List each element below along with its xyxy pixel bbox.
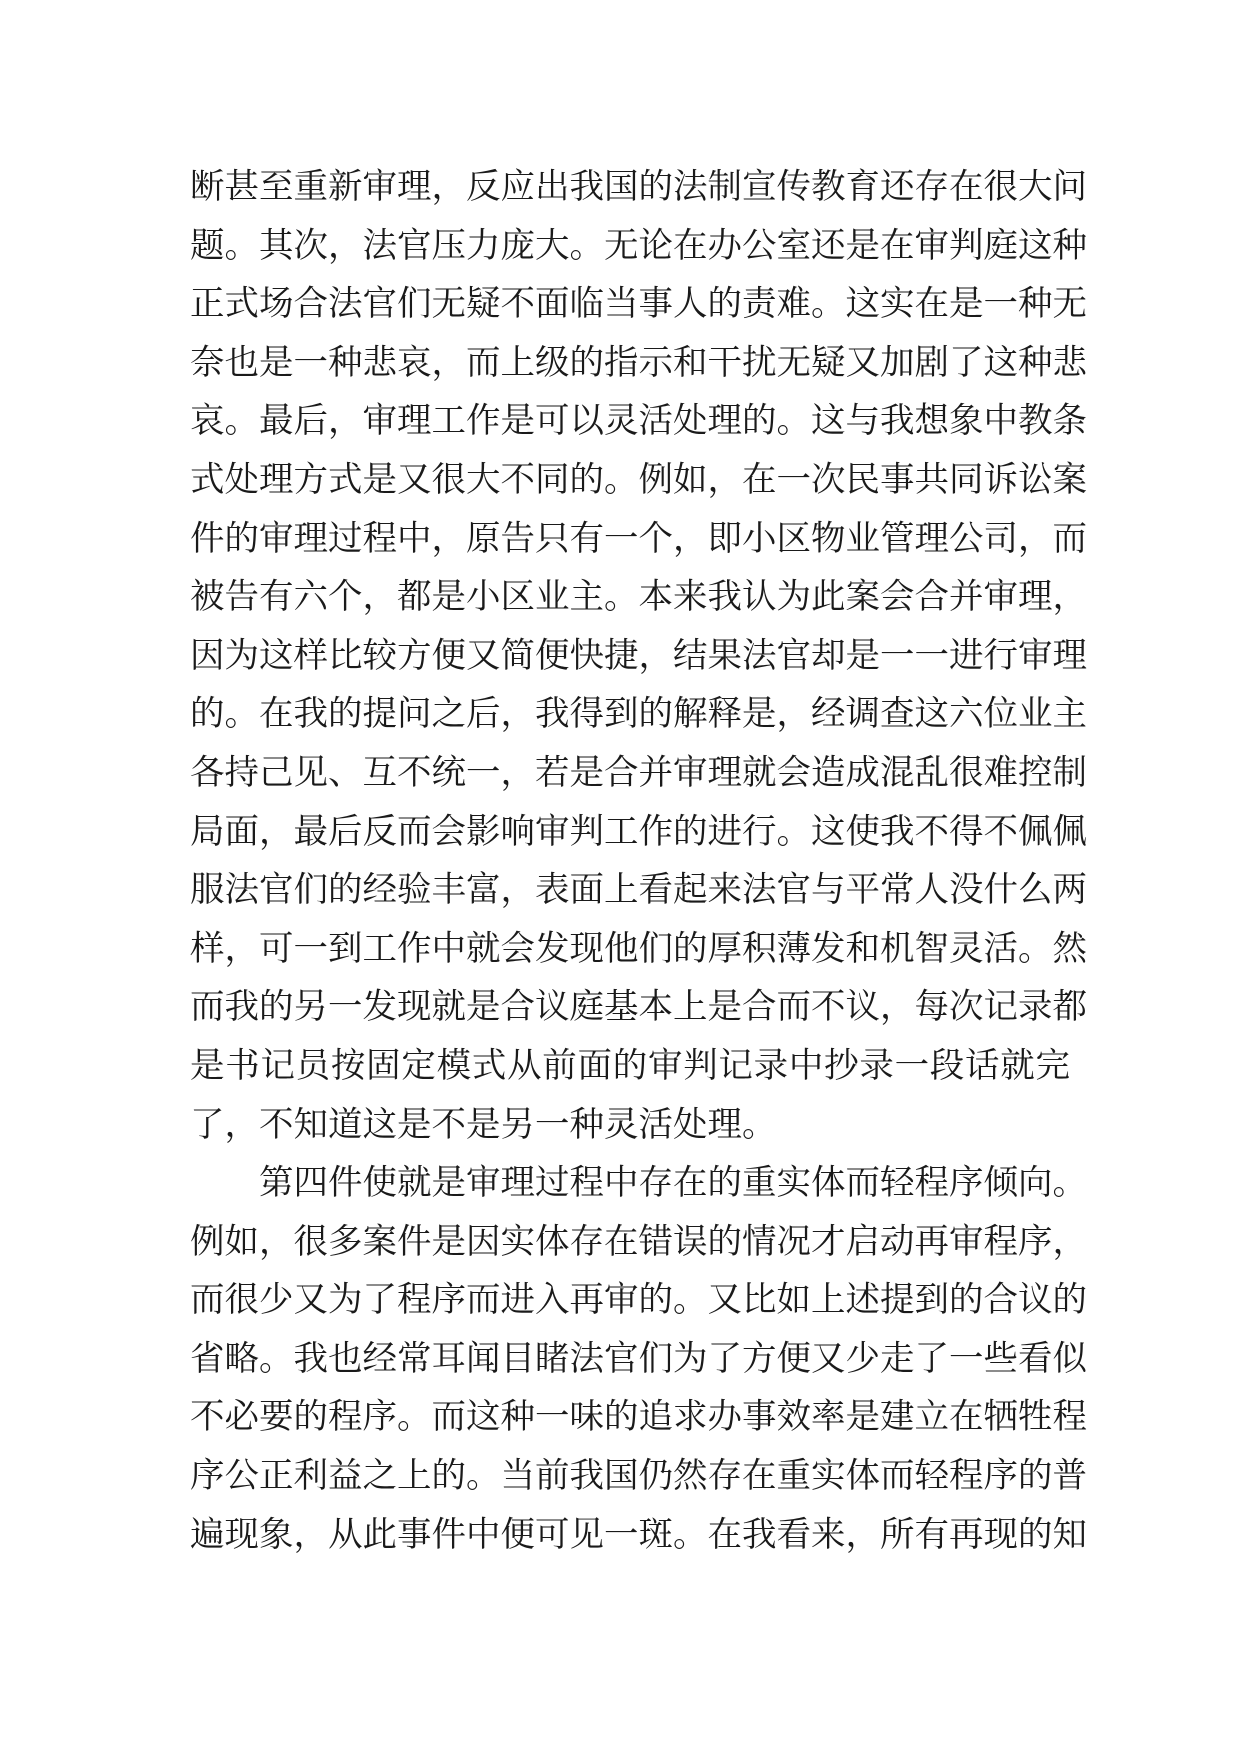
- text-line: 省略。我也经常耳闻目睹法官们为了方便又少走了一些看似: [190, 1338, 1087, 1379]
- text-line: 样，可一到工作中就会发现他们的厚积薄发和机智灵活。然: [190, 928, 1087, 969]
- text-line: 序公正利益之上的。当前我国仍然存在重实体而轻程序的普: [190, 1456, 1087, 1497]
- text-line: 而很少又为了程序而进入再审的。又比如上述提到的合议的: [190, 1280, 1087, 1321]
- text-line: 件的审理过程中，原告只有一个，即小区物业管理公司，而: [190, 518, 1087, 559]
- text-line: 各持己见、互不统一，若是合并审理就会造成混乱很难控制: [190, 752, 1087, 793]
- text-line: 不必要的程序。而这种一味的追求办事效率是建立在牺牲程: [190, 1397, 1087, 1438]
- text-line: 正式场合法官们无疑不面临当事人的责难。这实在是一种无: [190, 284, 1087, 325]
- text-line: 题。其次，法官压力庞大。无论在办公室还是在审判庭这种: [190, 225, 1087, 266]
- text-line: 服法官们的经验丰富，表面上看起来法官与平常人没什么两: [190, 870, 1087, 911]
- text-line: 哀。最后，审理工作是可以灵活处理的。这与我想象中教条: [190, 401, 1087, 442]
- text-line: 因为这样比较方便又简便快捷，结果法官却是一一进行审理: [190, 635, 1087, 676]
- paragraph-first-line: 第四件使就是审理过程中存在的重实体而轻程序倾向。: [259, 1163, 1087, 1204]
- text-line: 奈也是一种悲哀，而上级的指示和干扰无疑又加剧了这种悲: [190, 342, 1087, 383]
- paragraph-end-line: 了，不知道这是不是另一种灵活处理。: [190, 1104, 777, 1145]
- text-line: 而我的另一发现就是合议庭基本上是合而不议，每次记录都: [190, 987, 1087, 1028]
- text-line: 例如，很多案件是因实体存在错误的情况才启动再审程序，: [190, 1221, 1087, 1262]
- text-line: 遍现象，从此事件中便可见一斑。在我看来，所有再现的知: [190, 1514, 1087, 1555]
- text-line: 被告有六个，都是小区业主。本来我认为此案会合并审理，: [190, 577, 1087, 618]
- text-line: 断甚至重新审理，反应出我国的法制宣传教育还存在很大问: [190, 167, 1087, 207]
- body-text: [190, 158, 1087, 1564]
- text-line: 是书记员按固定模式从前面的审判记录中抄录一段话就完: [190, 1045, 1070, 1086]
- text-line: 局面，最后反而会影响审判工作的进行。这使我不得不佩佩: [190, 811, 1087, 852]
- text-line: 式处理方式是又很大不同的。例如，在一次民事共同诉讼案: [190, 459, 1087, 500]
- text-line: 的。在我的提问之后，我得到的解释是，经调查这六位业主: [190, 694, 1087, 735]
